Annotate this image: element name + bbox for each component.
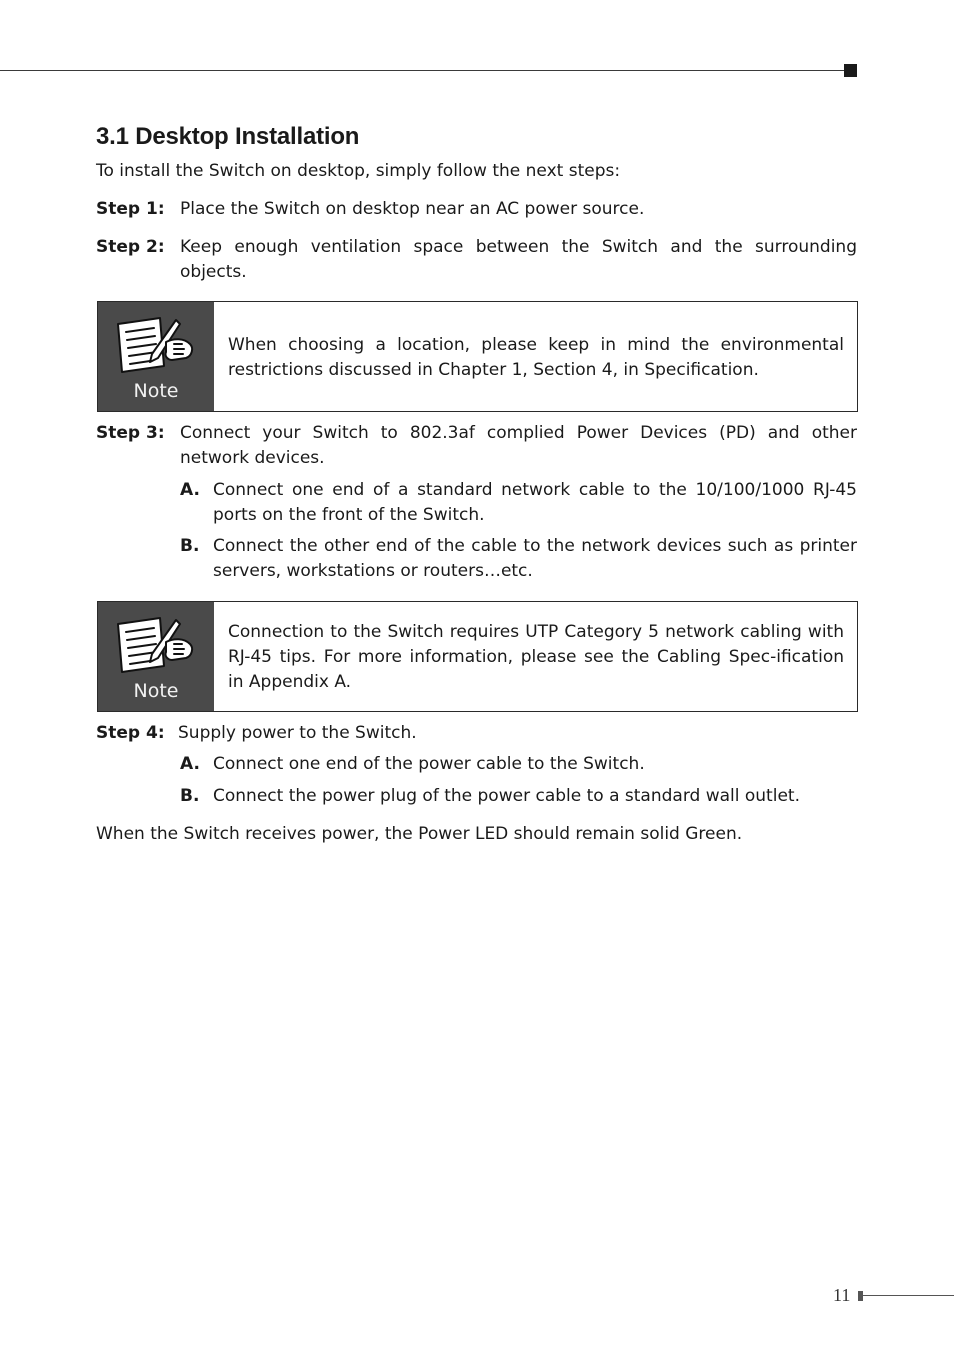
note-2-text: Connection to the Switch requires UTP Category 5 network cabling with RJ-45 tips. For more information, please see the Cabling Spec-ification in Appendix A. <box>228 622 844 692</box>
step-3-label: Step 3: <box>96 423 165 443</box>
step-4-sub-a <box>180 752 857 777</box>
note-sidebar <box>98 302 214 411</box>
step-4-text: Supply power to the Switch. <box>178 723 417 743</box>
sub-a-text: Connect one end of the power cable to the Switch. <box>213 754 645 774</box>
closing-paragraph: When the Switch receives power, the Power LED should remain solid Green. <box>96 824 743 844</box>
note-box-1 <box>97 301 858 412</box>
step-4-sub-b <box>180 784 857 809</box>
note-box-2 <box>97 601 858 712</box>
step-3-text: Connect your Switch to 802.3af complied Power Devices (PD) and other network devices. <box>180 423 857 468</box>
step-4 <box>96 721 857 746</box>
step-3-sub-b <box>180 534 857 584</box>
header-rule <box>0 70 848 71</box>
intro-paragraph: To install the Switch on desktop, simply follow the next steps: <box>96 161 621 181</box>
step-2-label: Step 2: <box>96 237 165 257</box>
note-label: Note <box>133 380 179 402</box>
note-sidebar <box>98 602 214 711</box>
step-2 <box>96 235 857 285</box>
footer-marker <box>858 1291 863 1301</box>
header-square-marker <box>844 64 857 77</box>
step-4-label: Step 4: <box>96 723 165 743</box>
note-1-text: When choosing a location, please keep in mind the environmental restrictions discussed in Chapter 1, Section 4, in Specification. <box>228 335 844 380</box>
sub-a-label: A. <box>180 754 200 774</box>
note-hand-writing-icon <box>114 314 196 376</box>
step-2-text: Keep enough ventilation space between the Switch and the surrounding objects. <box>180 237 857 282</box>
step-3-sub-a <box>180 478 857 528</box>
step-1-text: Place the Switch on desktop near an AC power source. <box>180 199 645 219</box>
note-label: Note <box>133 680 179 702</box>
page-number: 11 <box>833 1285 851 1305</box>
sub-a-label: A. <box>180 480 200 500</box>
note-hand-writing-icon <box>114 614 196 676</box>
step-3 <box>96 421 857 471</box>
sub-b-label: B. <box>180 786 200 806</box>
step-1 <box>96 197 857 222</box>
sub-b-label: B. <box>180 536 200 556</box>
sub-b-text: Connect the other end of the cable to the network devices such as printer servers, workstations or routers…etc. <box>213 536 857 581</box>
footer-rule <box>863 1295 954 1296</box>
section-heading: 3.1 Desktop Installation <box>96 123 360 150</box>
step-1-label: Step 1: <box>96 199 165 219</box>
sub-b-text: Connect the power plug of the power cable to a standard wall outlet. <box>213 786 800 806</box>
sub-a-text: Connect one end of a standard network cable to the 10/100/1000 RJ-45 ports on the front of the Switch. <box>213 480 857 525</box>
